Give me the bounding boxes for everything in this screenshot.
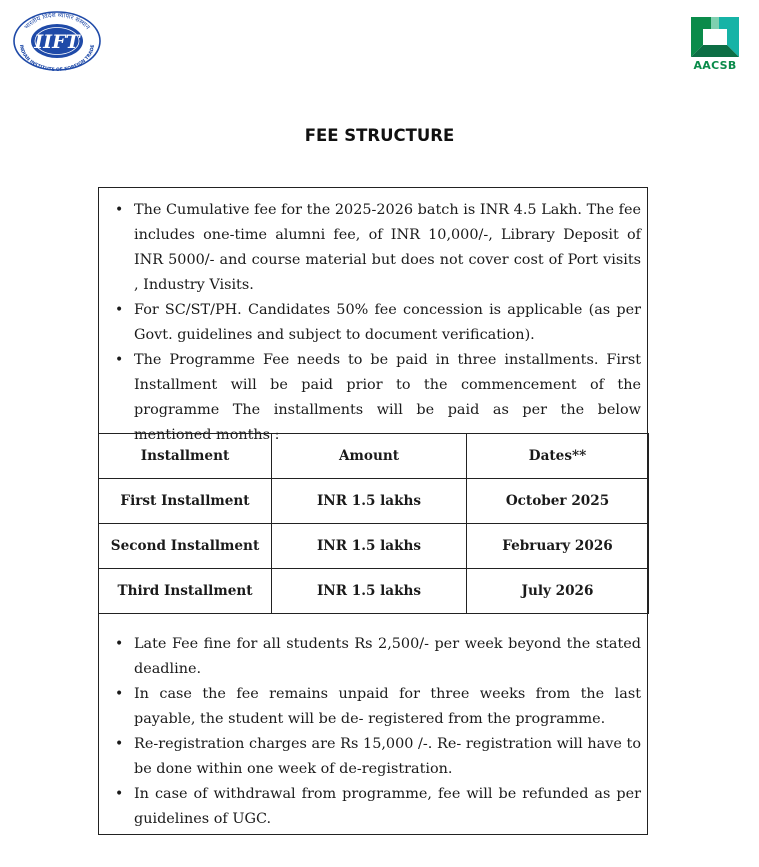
date-cell: February 2026	[467, 524, 649, 569]
list-item: • Late Fee fine for all students Rs 2,500/- per week beyond the stated deadline.	[99, 632, 649, 682]
amount-cell: INR 1.5 lakhs	[272, 569, 467, 614]
iift-ring-bottom-text: INDIAN INSTITUTE OF FOREIGN TRADE	[18, 44, 97, 72]
installment-cell: Second Installment	[99, 524, 272, 569]
aacsb-logo	[688, 17, 742, 77]
fee-notes-bottom	[99, 632, 649, 832]
table-row	[99, 479, 649, 524]
page-title: FEE STRUCTURE	[304, 126, 455, 145]
table-row	[99, 524, 649, 569]
date-cell: July 2026	[467, 569, 649, 614]
fee-notes-top	[99, 198, 649, 448]
installment-table	[98, 433, 649, 614]
list-item: • For SC/ST/PH. Candidates 50% fee concession is applicable (as per Govt. guidelines and subject to document verification).	[99, 298, 649, 348]
aacsb-mark-icon	[691, 17, 739, 57]
iift-ring-top-text: भारतीय विदेश व्यापार संस्थान	[23, 11, 91, 32]
list-item: • In case the fee remains unpaid for three weeks from the last payable, the student will be de- registered from the programme.	[99, 682, 649, 732]
header-dates: Dates**	[467, 434, 649, 479]
aacsb-wordmark: AACSB	[693, 59, 737, 72]
installment-cell: First Installment	[99, 479, 272, 524]
list-item: • In case of withdrawal from programme, fee will be refunded as per guidelines of UGC.	[99, 782, 649, 832]
table-row	[99, 569, 649, 614]
amount-cell: INR 1.5 lakhs	[272, 524, 467, 569]
installment-cell: Third Installment	[99, 569, 272, 614]
iift-logo	[12, 10, 102, 72]
list-item: • The Cumulative fee for the 2025-2026 batch is INR 4.5 Lakh. The fee includes one-time alumni fee, of INR 10,000/-, Library Deposit of INR 5000/- and course material but does not cover cost of Port visits , Industry Visits.	[99, 198, 649, 298]
amount-cell: INR 1.5 lakhs	[272, 479, 467, 524]
list-item: • The Programme Fee needs to be paid in three installments. First Installment will be paid prior to the commencement of the programme The installments will be paid as per the below mentioned months :	[99, 348, 649, 448]
date-cell: October 2025	[467, 479, 649, 524]
header-installment: Installment	[99, 434, 272, 479]
table-header-row	[99, 434, 649, 479]
header-amount: Amount	[272, 434, 467, 479]
iift-logo-text: IIFT	[34, 31, 80, 53]
fee-structure-box	[98, 187, 648, 835]
list-item: • Re-registration charges are Rs 15,000 /-. Re- registration will have to be done within one week of de-registration.	[99, 732, 649, 782]
